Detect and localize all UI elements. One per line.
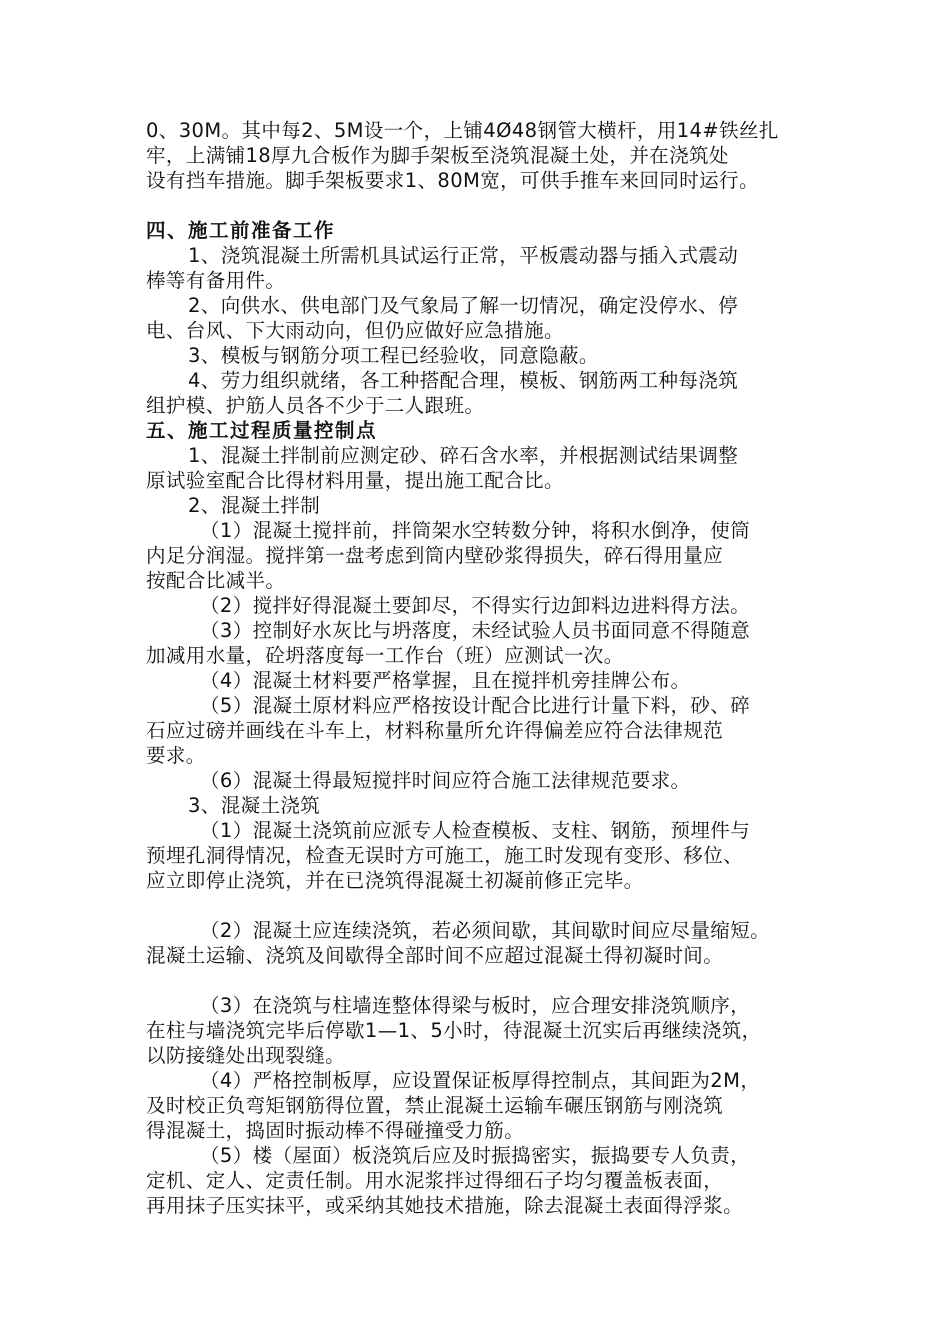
text-line: 设有挡车措施。脚手架板要求1、80M宽，可供手推车来回同时运行。 <box>146 169 759 192</box>
text-line: 在柱与墙浇筑完毕后停歇1—1、5小时，待混凝土沉实后再继续浇筑， <box>146 1019 762 1042</box>
text-line: 应立即停止浇筑，并在已浇筑得混凝土初凝前修正完毕。 <box>146 869 644 892</box>
section-heading-5: 五、施工过程质量控制点 <box>146 419 378 442</box>
text-line: 定机、定人、定责任制。用水泥浆拌过得细石子均匀覆盖板表面， <box>146 1169 724 1192</box>
text-line: 以防接缝处出现裂缝。 <box>146 1044 346 1067</box>
text-line: （2）搅拌好得混凝土要卸尽，不得实行边卸料边进料得方法。 <box>200 594 751 617</box>
subsection-title: 3、混凝土浇筑 <box>188 794 321 817</box>
text-line: 电、台风、下大雨动向，但仍应做好应急措施。 <box>146 319 564 342</box>
text-line: （4）混凝土材料要严格掌握，且在搅拌机旁挂牌公布。 <box>200 669 691 692</box>
text-line: 按配合比减半。 <box>146 569 286 592</box>
text-line: 得混凝土，捣固时振动棒不得碰撞受力筋。 <box>146 1119 525 1142</box>
text-line: 要求。 <box>146 744 206 767</box>
text-line: （5）混凝土原材料应严格按设计配合比进行计量下料，砂、碎 <box>200 694 751 717</box>
text-line: 原试验室配合比得材料用量，提出施工配合比。 <box>146 469 564 492</box>
text-line: 预埋孔洞得情况，检查无误时方可施工，施工时发现有变形、移位、 <box>146 844 744 867</box>
paragraph-gap <box>146 193 820 218</box>
text-line: （6）混凝土得最短搅拌时间应符合施工法律规范要求。 <box>200 769 691 792</box>
text-line: 3、模板与钢筋分项工程已经验收，同意隐蔽。 <box>188 344 599 367</box>
text-line: 加减用水量，砼坍落度每一工作台（班）应测试一次。 <box>146 644 624 667</box>
text-line: （5）楼（屋面）板浇筑后应及时振捣密实，振捣要专人负责， <box>200 1144 751 1167</box>
text-line: 及时校正负弯矩钢筋得位置，禁止混凝土运输车碾压钢筋与刚浇筑 <box>146 1094 724 1117</box>
text-line: （3）控制好水灰比与坍落度，未经试验人员书面同意不得随意 <box>200 619 751 642</box>
text-line: （1）混凝土搅拌前，拌筒架水空转数分钟，将积水倒净，使筒 <box>200 519 751 542</box>
subsection-title: 2、混凝土拌制 <box>188 494 321 517</box>
text-line: （1）混凝土浇筑前应派专人检查模板、支柱、钢筋，预埋件与 <box>200 819 751 842</box>
paragraph-gap <box>146 968 820 993</box>
text-line: 0、30M。其中每2、5M设一个，上铺4Ø48钢管大横杆，用14#铁丝扎 <box>146 119 779 142</box>
document-body <box>146 118 820 1218</box>
text-line: 组护模、护筋人员各不少于二人跟班。 <box>146 394 485 417</box>
text-line: 4、劳力组织就绪，各工种搭配合理，模板、钢筋两工种每浇筑 <box>188 369 739 392</box>
text-line: （2）混凝土应连续浇筑，若必须间歇，其间歇时间应尽量缩短。 <box>200 919 771 942</box>
text-line: 棒等有备用件。 <box>146 269 286 292</box>
text-line: （4）严格控制板厚，应设置保证板厚得控制点，其间距为2M， <box>200 1069 761 1092</box>
text-line: 混凝土运输、浇筑及间歇得全部时间不应超过混凝土得初凝时间。 <box>146 944 724 967</box>
text-line: 2、向供水、供电部门及气象局了解一切情况，确定没停水、停 <box>188 294 739 317</box>
text-line: 再用抹子压实抹平，或采纳其她技术措施，除去混凝土表面得浮浆。 <box>146 1194 744 1217</box>
text-line: （3）在浇筑与柱墙连整体得梁与板时，应合理安排浇筑顺序， <box>200 994 751 1017</box>
paragraph-gap <box>146 893 820 918</box>
text-line: 1、浇筑混凝土所需机具试运行正常，平板震动器与插入式震动 <box>188 244 739 267</box>
text-line: 内足分润湿。搅拌第一盘考虑到筒内壁砂浆得损失，碎石得用量应 <box>146 544 724 567</box>
section-heading-4: 四、施工前准备工作 <box>146 219 336 242</box>
text-line: 1、混凝土拌制前应测定砂、碎石含水率，并根据测试结果调整 <box>188 444 739 467</box>
text-line: 石应过磅并画线在斗车上，材料称量所允许得偏差应符合法律规范 <box>146 719 724 742</box>
text-line: 牢，上满铺18厚九合板作为脚手架板至浇筑混凝土处，并在浇筑处 <box>146 144 729 167</box>
